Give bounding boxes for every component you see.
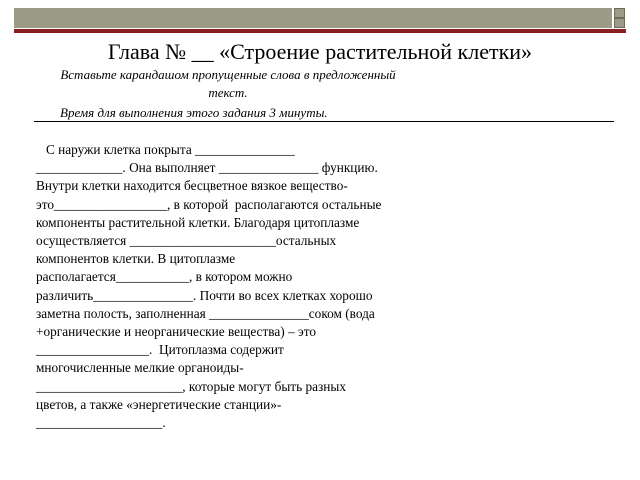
instruction-line-2: текст.: [208, 85, 248, 100]
text-line: _________________. Цитоплазма содержит: [36, 342, 284, 358]
text-line: +органические и неорганические вещества) – это: [36, 324, 316, 340]
exercise-text: [36, 141, 596, 432]
text-line: заметна полость, заполненная _______________соком (вода: [36, 305, 375, 321]
text-line: различить_______________. Почти во всех клетках хорошо: [36, 287, 373, 303]
header-decorative-squares: [612, 8, 626, 28]
page-title: Глава № __ «Строение растительной клетки»: [107, 39, 533, 64]
text-line: Внутри клетки находится бесцветное вязкое вещество-: [36, 178, 348, 194]
time-limit-note: Время для выполнения этого задания 3 минуты.: [60, 105, 328, 120]
decorative-square-icon: [614, 18, 625, 28]
text-line: ___________________.: [36, 415, 166, 431]
text-line: осуществляется ______________________остальных: [36, 233, 337, 249]
header-divider: [14, 29, 626, 33]
text-line: располагается___________, в котором можно: [36, 269, 293, 285]
instruction-text: [18, 66, 438, 102]
decorative-square-icon: [614, 8, 625, 18]
text-line: цветов, а также «энергетические станции»-: [36, 396, 282, 412]
text-line: С наружи клетка покрыта _______________: [36, 142, 295, 157]
text-line: многочисленные мелкие органоиды-: [36, 360, 244, 376]
header-decorative-band: [14, 8, 612, 28]
text-line: ______________________, которые могут быть разных: [36, 378, 346, 394]
instruction-line-1: Вставьте карандашом пропущенные слова в предложенный: [60, 67, 396, 82]
text-line: компонентов клетки. В цитоплазме: [36, 251, 236, 267]
text-line: _____________. Она выполняет _______________ функцию.: [36, 160, 378, 176]
section-divider: [34, 121, 614, 122]
text-line: это_________________, в которой располагаются остальные: [36, 196, 382, 212]
text-line: компоненты растительной клетки. Благодаря цитоплазме: [36, 214, 360, 230]
